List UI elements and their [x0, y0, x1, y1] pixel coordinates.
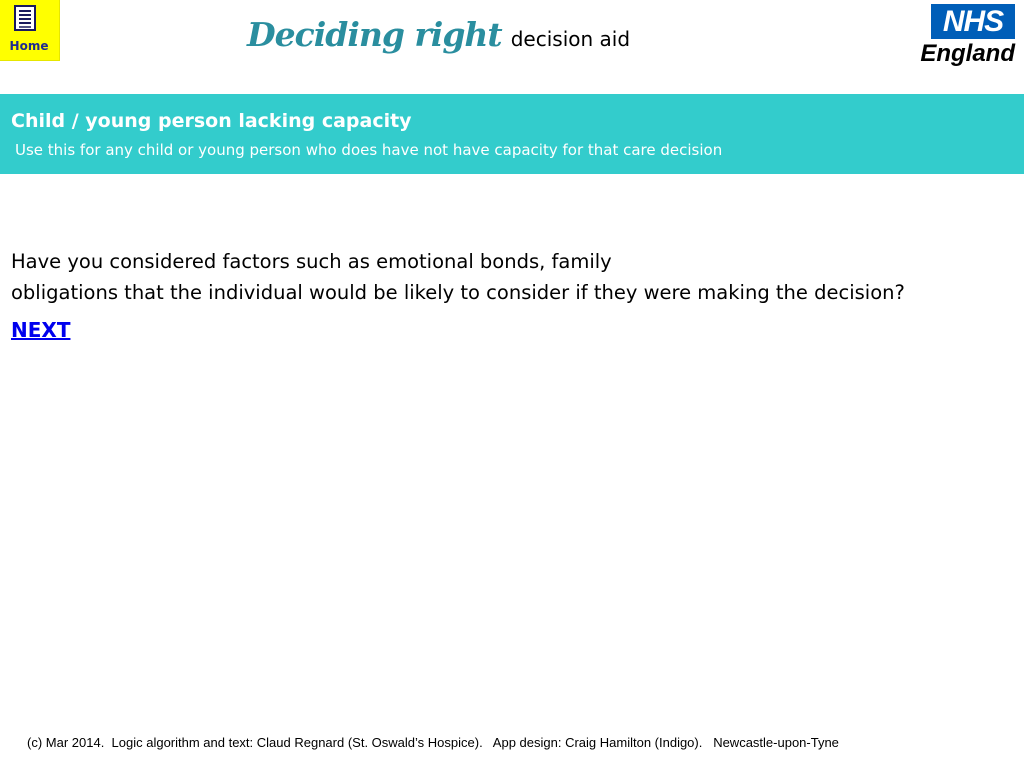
home-button[interactable] — [0, 0, 60, 61]
question-text — [11, 246, 905, 308]
nhs-region-label: England — [920, 40, 1015, 67]
question-line-2: obligations that the individual would be likely to consider if they were making the decision? — [11, 281, 905, 304]
nhs-logo: NHS — [931, 4, 1015, 39]
section-banner — [0, 94, 1024, 174]
question-line-1: Have you considered factors such as emotional bonds, family — [11, 250, 612, 273]
banner-subtitle: Use this for any child or young person who does have not have capacity for that care decision — [15, 141, 723, 159]
banner-title: Child / young person lacking capacity — [11, 110, 412, 132]
app-title-subtitle: decision aid — [510, 27, 631, 51]
document-icon — [14, 5, 36, 31]
next-link[interactable]: NEXT — [11, 318, 71, 342]
app-title — [247, 15, 631, 54]
home-label: Home — [9, 39, 49, 53]
app-title-main: Deciding right — [247, 15, 502, 54]
footer-credits: (c) Mar 2014. Logic algorithm and text: Claud Regnard (St. Oswald’s Hospice). App design: Craig Hamilton (Indigo). Newcastle-upon-Tyne — [27, 735, 839, 750]
